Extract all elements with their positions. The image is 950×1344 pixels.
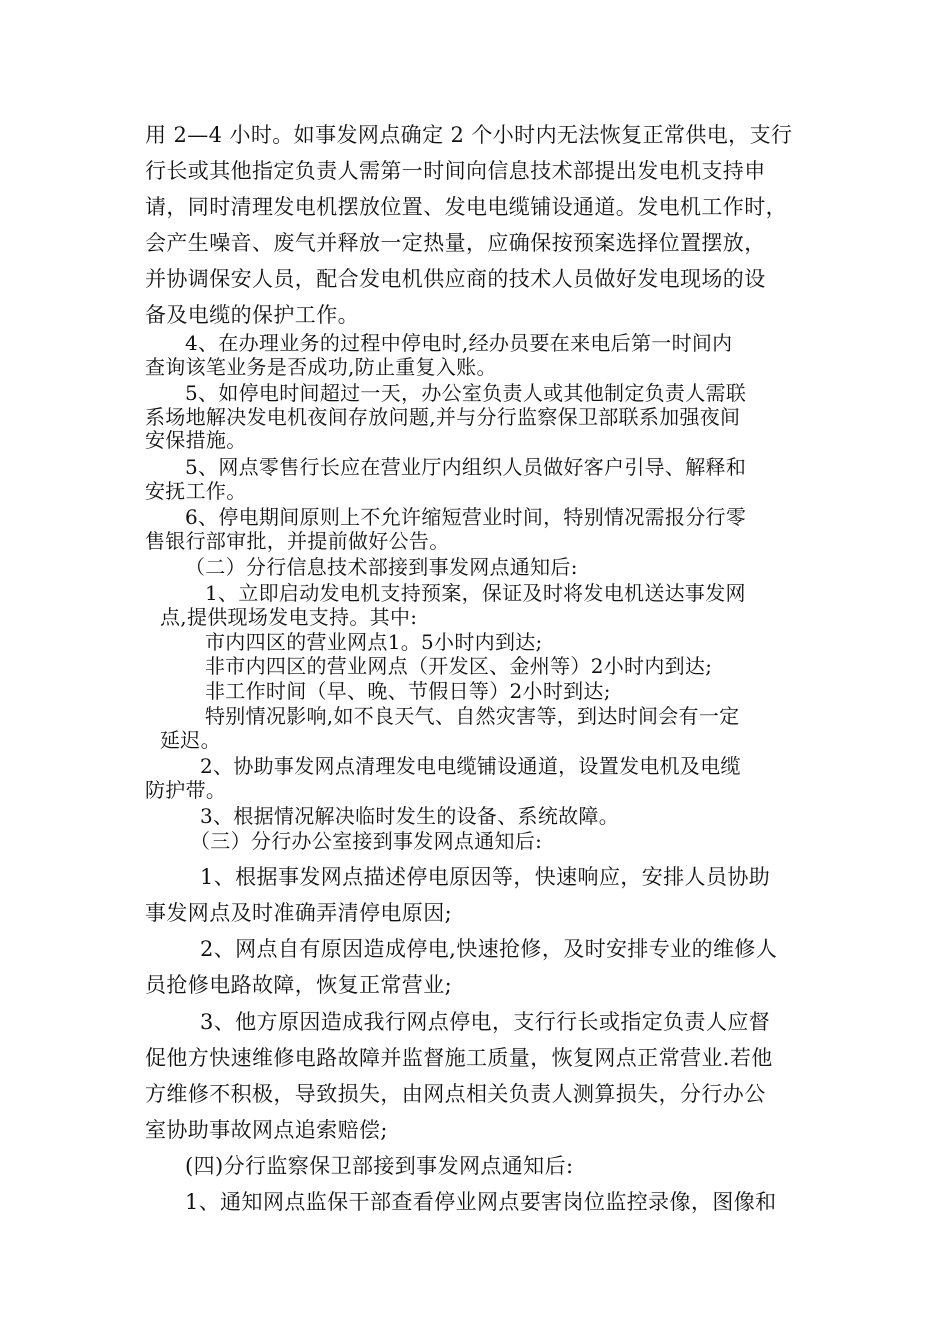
body-text-line: 3、他方原因造成我行网点停电，支行行长或指定负责人应督 [200,1010,771,1034]
body-text-line: 系场地解决发电机夜间存放问题,并与分行监察保卫部联系加强夜间 [145,405,741,429]
body-text-line: 会产生噪音、废气并释放一定热量，应确保按预案选择位置摆放， [145,231,766,255]
body-text-line: 市内四区的营业网点1。5小时内到达; [205,630,543,654]
body-text-line: 特别情况影响,如不良天气、自然灾害等，到达时间会有一定 [205,704,740,728]
body-text-line: 室协助事故网点追索赔偿; [145,1118,388,1142]
body-text-line: 点,提供现场发电支持。其中: [160,605,418,629]
body-text-line: 请，同时清理发电机摆放位置、发电电缆铺设通道。发电机工作时， [145,195,787,219]
body-text-line: 员抢修电路故障，恢复正常营业; [145,973,453,997]
body-text-line: 2、协助事发网点清理发电电缆铺设通道，设置发电机及电缆 [200,754,741,778]
section-heading: （三）分行办公室接到事发网点通知后: [190,829,543,853]
body-text-line: 备及电缆的保护工作。 [145,303,359,327]
body-text-line: 延迟。 [160,728,221,752]
body-text-line: 促他方快速维修电路故障并监督施工质量，恢复网点正常营业.若他 [145,1046,773,1070]
body-text-line: 行长或其他指定负责人需第一时间向信息技术部提出发电机支持申 [145,159,766,183]
body-text-line: 事发网点及时准确弄清停电原因; [145,901,453,925]
body-text-line: 5、网点零售行长应在营业厅内组织人员做好客户引导、解释和 [185,455,747,479]
body-text-line: 方维修不积极，导致损失，由网点相关负责人测算损失，分行办公 [145,1082,766,1106]
body-text-line: 3、根据情况解决临时发生的设备、系统故障。 [200,804,620,828]
section-heading: (四)分行监察保卫部接到事发网点通知后: [185,1154,574,1178]
body-text-line: 安抚工作。 [145,479,247,503]
body-text-line: 查询该笔业务是否成功,防止重复入账。 [145,355,497,379]
body-text-line: 用 2—4 小时。如事发网点确定 2 个小时内无法恢复正常供电，支行 [145,123,793,147]
body-text-line: 售银行部审批，并提前做好公告。 [145,529,450,553]
body-text-line: 非工作时间（早、晚、节假日等）2小时到达; [205,679,611,703]
body-text-line: 1、立即启动发电机支持预案，保证及时将发电机送达事发网 [205,581,746,605]
body-text-line: 2、网点自有原因造成停电,快速抢修，及时安排专业的维修人 [200,937,778,961]
body-text-line: 4、在办理业务的过程中停电时,经办员要在来电后第一时间内 [185,331,733,355]
body-text-line: 非市内四区的营业网点（开发区、金州等）2小时内到达; [205,654,713,678]
body-text-line: 6、停电期间原则上不允许缩短营业时间，特别情况需报分行零 [185,505,747,529]
body-text-line: 安保措施。 [145,428,247,452]
body-text-line: 1、通知网点监保干部查看停业网点要害岗位监控录像，图像和 [185,1190,777,1214]
body-text-line: 1、根据事发网点描述停电原因等，快速响应，安排人员协助 [200,865,771,889]
body-text-line: 防护带。 [145,778,227,802]
body-text-line: 5、如停电时间超过一天，办公室负责人或其他制定负责人需联 [185,381,747,405]
body-text-line: 并协调保安人员，配合发电机供应商的技术人员做好发电现场的设 [145,267,766,291]
section-heading: （二）分行信息技术部接到事发网点通知后: [185,555,578,579]
